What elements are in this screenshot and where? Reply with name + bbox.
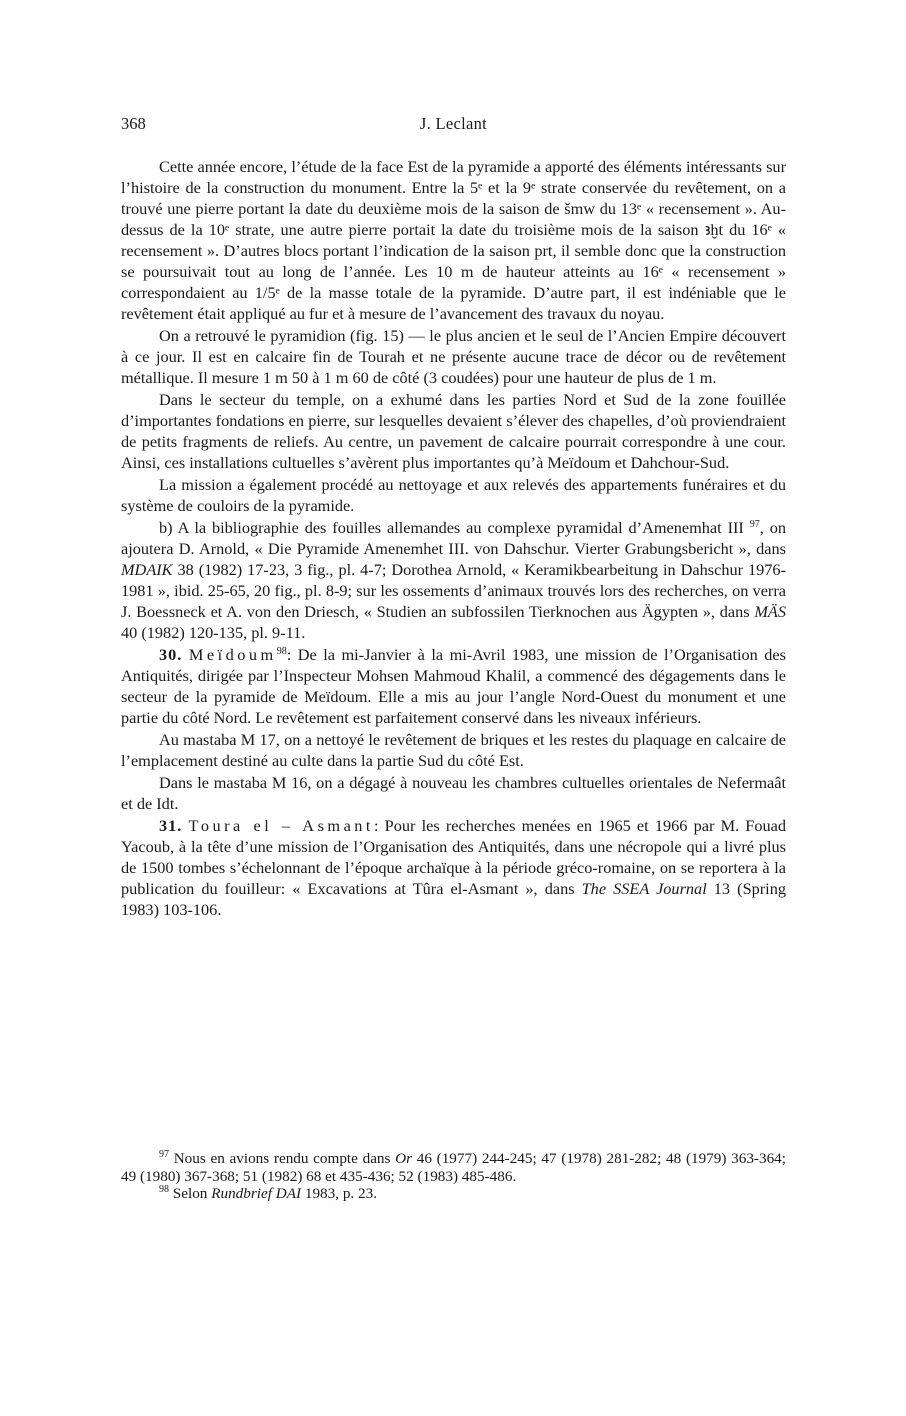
- paragraph-bibliographie: b) A la bibliographie des fouilles allemandes au complexe pyramidal d’Amenemhat III $^{97}$, on ajoutera D. Arnold, « Die Pyramide Amenemhet III. von Dahschur. Vierter Grabungsbericht », dans MDAIK 38 (1982) 17-23, 3 fig., pl. 4-7; Dorothea Arnold, « Keramikbearbeitung in Dahschur 1976-1981 », ibid. 25-65, 20 fig., pl. 8-9; sur les ossements d’animaux trouvés lors des recherches, on verra J. Boessneck et A. von den Driesch, « Studien an subfossilen Tierknochen aus Ägypten », dans MÄS 40 (1982) 120-135, pl. 9-11.: [121, 518, 787, 642]
- journal-ssea: The SSEA Journal: [581, 879, 707, 898]
- footnote-ref-98: 98: [276, 646, 287, 657]
- footnote-mark: 98: [159, 1184, 169, 1195]
- journal-mdaik: MDAIK: [121, 560, 173, 579]
- section-30-meidoum: 30. Meïdoum$^{98}$: De la mi-Janvier à la mi-Avril 1983, une mission de l’Organisation des Antiquités, dirigée par l’Inspecteur Mohsen Mahmoud Khalil, a commencé des dégagements dans le secteur de la pyramide de Meïdoum. Elle a mis au jour l’angle Nord-Ouest du monument et une partie du côté Nord. Le revêtement est parfaitement conservé dans les niveaux inférieurs.: [121, 645, 786, 727]
- paragraph-pyramidion: On a retrouvé le pyramidion (fig. 15) — le plus ancien et le seul de l’Ancien Empire découvert à ce jour. Il est en calcaire fin de Tourah et ne présente aucune trace de décor ou de revêtement métallique. Il mesure 1 m 50 à 1 m 60 de côté (3 coudées) pour une hauteur de plus de 1 m.: [121, 326, 786, 387]
- journal-or: Or: [395, 1150, 413, 1167]
- paragraph-mastaba-m16: Dans le mastaba M 16, on a dégagé à nouveau les chambres cultuelles orientales de Nefermaât et de Idt.: [121, 773, 786, 813]
- paragraph-face-est: Cette année encore, l’étude de la face Est de la pyramide a apporté des éléments intéressants sur l’histoire de la construction du monument. Entre la 5ᵉ et la 9ᵉ strate conservée du revêtement, on a trouvé une pierre portant la date du deuxième mois de la saison de šmw du 13ᵉ « recensement ». Au-dessus de la 10ᵉ strate, une autre pierre portait la date du troisième mois de la saison ꜣḫt du 16ᵉ « recensement ». D’autres blocs portant l’indication de la saison prt, il semble donc que la construction se poursuivait tout au long de l’année. Les 10 m de hauteur atteints au 16ᵉ « recensement » correspondaient au 1/5ᵉ de la masse totale de la pyramide. D’autre part, il est indéniable que le revêtement était appliqué au fur et à mesure de l’avancement des travaux du noyau.: [121, 157, 786, 323]
- section-place: Meïdoum: [188, 645, 277, 664]
- paragraph-temple: Dans le secteur du temple, on a exhumé dans les parties Nord et Sud de la zone fouillée d’importantes fondations en pierre, sur lesquelles devaient s’élever des chapelles, d’où proviendraient de petits fragments de reliefs. Au centre, un pavement de calcaire pourrait correspondre à une cour. Ainsi, ces installations cultuelles s’avèrent plus importantes qu’à Meïdoum et Dahchour-Sud.: [121, 390, 786, 472]
- running-head: J. Leclant: [419, 114, 488, 133]
- paragraph-mastaba-m17: Au mastaba M 17, on a nettoyé le revêtement de briques et les restes du plaquage en calcaire de l’emplacement destiné au culte dans la partie Sud du côté Est.: [121, 730, 786, 770]
- journal-mas: MÄS: [754, 602, 786, 621]
- footnotes: [121, 1150, 786, 1203]
- footnote-98: $^{98}$ Selon Rundbrief DAI 1983, p. 23.: [159, 1184, 377, 1202]
- footnote-97: $^{97}$ Nous en avions rendu compte dans Or 46 (1977) 244-245; 47 (1978) 281-282; 48 (1979) 363-364; 49 (1980) 367-368; 51 (1982) 68 et 435-436; 52 (1983) 485-486.: [121, 1149, 786, 1185]
- section-31-toura: 31. Toura el – Asmant: Pour les recherches menées en 1965 et 1966 par M. Fouad Yacoub, à la tête d’une mission de l’Organisation des Antiquités, dans une nécropole qui a livré plus de 1500 tombes s’échelonnant de l’époque archaïque à la période gréco-romaine, on se reportera à la publication du fouilleur: « Excavations at Tûra el-Asmant », dans The SSEA Journal 13 (Spring 1983) 103-106.: [121, 816, 786, 919]
- footnote-ref-97: 97: [749, 519, 760, 530]
- paragraph-appartements: La mission a également procédé au nettoyage et aux relevés des appartements funéraires et du système de couloirs de la pyramide.: [121, 475, 786, 515]
- page-number: 368: [121, 114, 146, 133]
- footnote-mark: 97: [159, 1149, 169, 1160]
- section-number: 31.: [159, 816, 183, 835]
- journal-rundbrief: Rundbrief DAI: [211, 1185, 302, 1202]
- section-place: Toura el – Asmant: [188, 816, 374, 835]
- main-text: [121, 156, 786, 921]
- section-number: 30.: [159, 645, 183, 664]
- page-header: [121, 114, 786, 140]
